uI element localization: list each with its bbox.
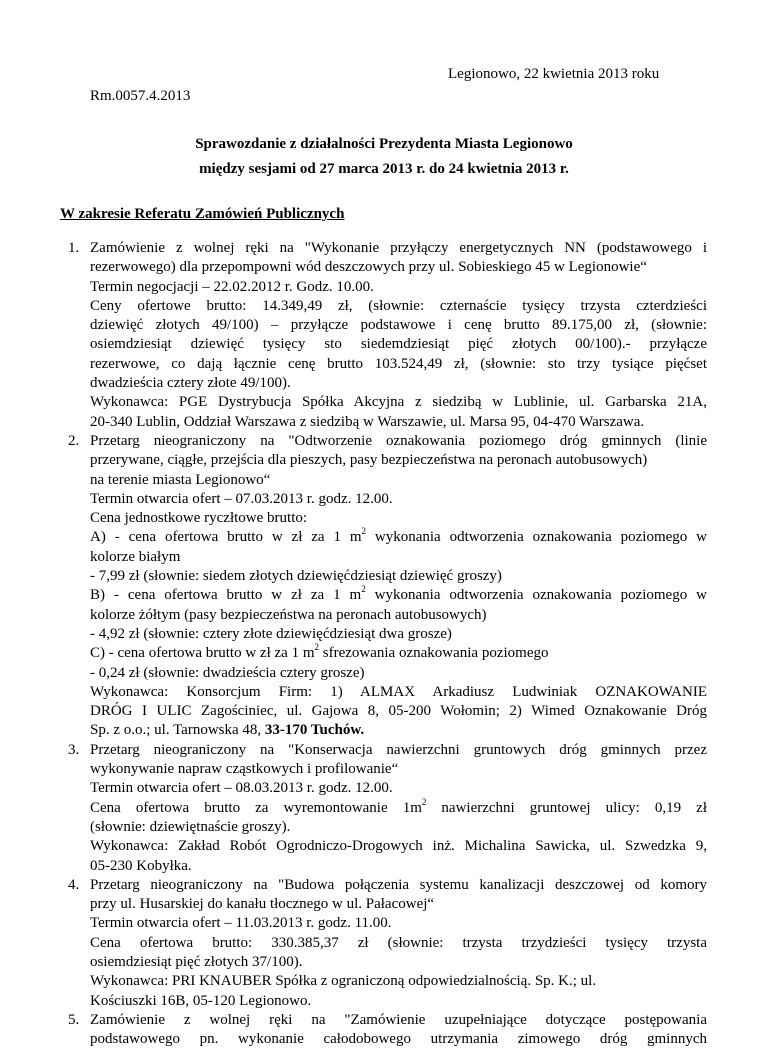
item-text-line: osiemdziesiąt dziewięć tysięcy sto siedemdziesiąt pięć złotych 00/100).- przyłącze: [90, 336, 707, 353]
item-text-line: [90, 586, 707, 605]
price-label-b: B) - cena ofertowa brutto w zł za 1 m: [90, 587, 362, 604]
list-item: [0, 741, 768, 876]
item-text-line: rezerwowego) dla przepompowni wód deszczowych przy ul. Sobieskiego 45 w Legionowie“: [90, 259, 647, 276]
price-label-c-rest: sfrezowania oznakowania poziomego: [319, 645, 549, 662]
report-title: Sprawozdanie z działalności Prezydenta Miasta Legionowo: [195, 136, 573, 152]
item-number: 2.: [68, 432, 80, 449]
item-text-line: kolorze żółtym (pasy bezpieczeństwa na peronach autobusowych): [90, 606, 487, 623]
superscript: 2: [314, 642, 319, 653]
section-heading: W zakresie Referatu Zamówień Publicznych: [60, 206, 345, 222]
list-item: [0, 239, 768, 432]
item-text-line: [90, 721, 707, 740]
procurement-list: [0, 239, 768, 1049]
price-label-b-rest: wykonania odtworzenia oznakowania poziomego w: [365, 587, 707, 604]
superscript: 2: [361, 526, 367, 537]
item-text-line: - 7,99 zł (słownie: siedem złotych dziewięćdziesiąt dziewięć groszy): [90, 568, 502, 585]
contractor-address: Sp. z o.o.; ul. Tarnowska 48,: [90, 722, 265, 739]
report-subtitle: między sesjami od 27 marca 2013 r. do 24 kwietnia 2013 r.: [199, 161, 569, 177]
superscript: 2: [421, 796, 427, 807]
list-item: [0, 1011, 768, 1049]
item-text-line: Termin otwarcia ofert – 08.03.2013 r. godz. 12.00.: [90, 780, 393, 797]
item-text-line: podstawowego pn. wykonanie całodobowego utrzymania zimowego dróg gminnych: [90, 1031, 707, 1048]
item-text-line: 20-340 Lublin, Oddział Warszawa z siedzibą w Warszawie, ul. Marsa 95, 04-470 Warszawa.: [90, 413, 645, 430]
item-number: 4.: [68, 876, 80, 893]
item-text-line: Kościuszki 16B, 05-120 Legionowo.: [90, 992, 312, 1009]
superscript: 2: [361, 584, 366, 595]
item-text-line: osiemdziesiąt pięć złotych 37/100).: [90, 953, 303, 970]
item-text-line: Wykonawca: Zakład Robót Ogrodniczo-Drogowych inż. Michalina Sawicka, ul. Szwedzka 9,: [90, 838, 707, 855]
item-text-line: Przetarg nieograniczony na "Budowa połączenia systemu kanalizacji deszczowej od komory: [90, 876, 707, 893]
item-text-line: przy ul. Husarskiej do kanału tłocznego w ul. Pałacowej“: [90, 896, 435, 913]
item-text-line: DRÓG I ULIC Zagościniec, ul. Gajowa 8, 05-200 Wołomin; 2) Wimed Oznakowanie Dróg: [90, 703, 707, 720]
item-text-line: [90, 528, 707, 547]
item-text-line: kolorze białym: [90, 548, 181, 565]
document-date: Legionowo, 22 kwietnia 2013 roku: [448, 66, 660, 82]
list-item: [0, 876, 768, 1011]
item-text-line: na terenie miasta Legionowo“: [90, 471, 271, 488]
item-text-line: dwadzieścia cztery złote 49/100).: [90, 375, 291, 392]
item-text-line: Przetarg nieograniczony na "Konserwacja nawierzchni gruntowych dróg gminnych przez: [90, 741, 707, 758]
item-text-line: Zamówienie z wolnej ręki na "Zamówienie uzupełniające dotyczące postępowania: [90, 1011, 707, 1028]
item-text-line: - 4,92 zł (słownie: cztery złote dziewięćdziesiąt dwa grosze): [90, 625, 452, 642]
item-number: 5.: [68, 1011, 80, 1028]
price-label-c: C) - cena ofertowa brutto w zł za 1 m: [90, 645, 315, 662]
item-text-line: [90, 796, 707, 818]
item-text-line: - 0,24 zł (słownie: dwadzieścia cztery grosze): [90, 664, 365, 681]
item-text-line: [90, 644, 707, 663]
item-text-line: Przetarg nieograniczony na "Odtworzenie oznakowania poziomego dróg gminnych (linie: [90, 432, 707, 449]
item-text-line: Termin otwarcia ofert – 11.03.2013 r. godz. 11.00.: [90, 915, 392, 932]
contractor-postcode: 33-170 Tuchów.: [264, 722, 365, 739]
item-text-line: Ceny ofertowe brutto: 14.349,49 zł, (słownie: czternaście tysięcy trzysta czterdzieści: [90, 297, 707, 314]
item-text-line: Wykonawca: PRI KNAUBER Spółka z ograniczoną odpowiedzialnością. Sp. K.; ul.: [90, 973, 597, 990]
reference-number: Rm.0057.4.2013: [90, 88, 191, 104]
item-text-line: 05-230 Kobyłka.: [90, 857, 192, 874]
item-text-line: dziewięć złotych 49/100) – przyłącze podstawowe i cenę brutto 89.175,00 zł, (słownie:: [90, 317, 707, 334]
item-number: 3.: [68, 741, 80, 758]
price-label-rest: nawierzchni gruntowej ulicy: 0,19 zł: [426, 799, 707, 816]
item-text-line: Cena ofertowa brutto: 330.385,37 zł (słownie: trzysta trzydzieści tysięcy trzysta: [90, 934, 707, 951]
item-text-line: Termin negocjacji – 22.02.2012 r. Godz. 10.00.: [90, 278, 374, 295]
item-number: 1.: [68, 240, 80, 256]
item-text-line: Zamówienie z wolnej ręki na "Wykonanie przyłączy energetycznych NN (podstawowego i: [90, 240, 707, 256]
price-label: Cena ofertowa brutto za wyremontowanie 1m: [90, 799, 422, 816]
item-text-line: rezerwowe, co dają łącznie cenę brutto 103.524,49 zł, (słownie: sto trzy tysiące pięćset: [90, 355, 707, 372]
item-text-line: Termin otwarcia ofert – 07.03.2013 r. godz. 12.00.: [90, 490, 393, 507]
price-label-a-rest: wykonania odtworzenia oznakowania poziomego w: [366, 529, 707, 546]
item-text-line: Wykonawca: PGE Dystrybucja Spółka Akcyjna z siedzibą w Lublinie, ul. Garbarska 21A,: [90, 394, 707, 411]
list-item: [0, 432, 768, 741]
item-text-line: Wykonawca: Konsorcjum Firm: 1) ALMAX Arkadiusz Ludwiniak OZNAKOWANIE: [90, 683, 707, 700]
item-text-line: przerywane, ciągłe, przejścia dla pieszych, pasy bezpieczeństwa na peronach autobusowych): [90, 452, 648, 469]
item-text-line: wykonywanie napraw cząstkowych i profilowanie“: [90, 761, 399, 778]
item-text-line: (słownie: dziewiętnaście groszy).: [90, 818, 291, 835]
item-text-line: Cena jednostkowe ryczłtowe brutto:: [90, 510, 308, 527]
price-label-a: A) - cena ofertowa brutto w zł za 1 m: [90, 529, 362, 546]
